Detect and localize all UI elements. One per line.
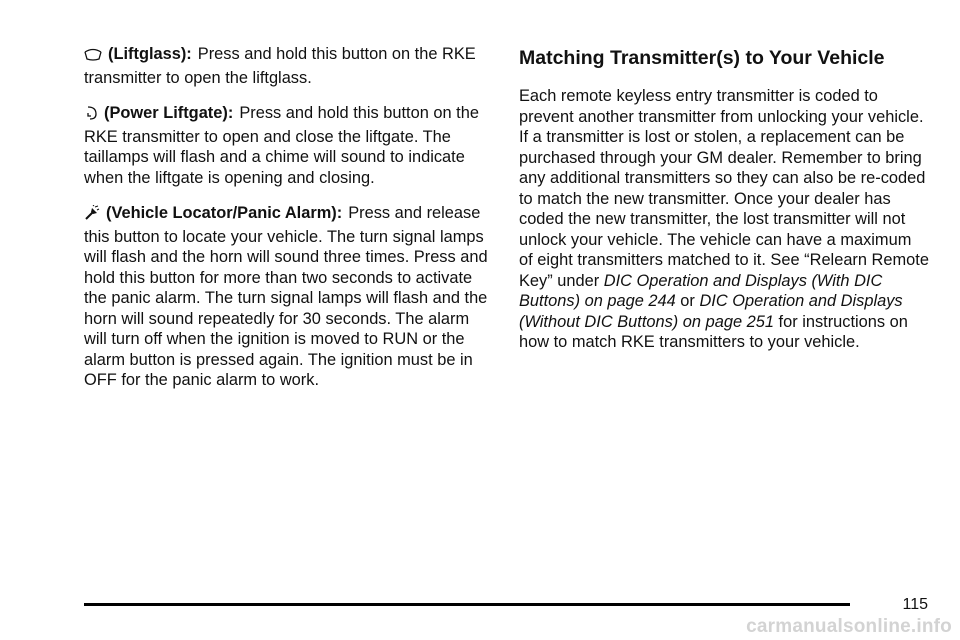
xref-without-dic-buttons[interactable]: DIC Operation and Displays (Without DIC Buttons) on page 251 [519,292,903,331]
page-number: 115 [902,596,928,613]
vehicle-locator-text: Press and release this button to locate your vehicle. The turn signal lamps will flash and the horn will sound three times. Press and hold this button for more than two seconds to activate the panic alarm. The turn signal lamps will flash and the horn will sound repeatedly for 30 seconds. The alarm will turn off when the ignition is moved to RUN or the alarm button is pressed again. The ignition must be in OFF for the panic alarm to work. [84,204,488,389]
xref-with-dic-buttons[interactable]: DIC Operation and Displays (With DIC Buttons) on page 244 [519,271,883,310]
power-liftgate-paragraph [84,103,492,188]
matching-text-part2: for instructions on how to match RKE transmitters to your vehicle. [519,312,908,351]
footer-rule [84,603,850,606]
matching-paragraph [519,86,929,353]
liftglass-icon [84,47,102,68]
right-column [519,44,929,368]
liftglass-paragraph [84,44,492,88]
power-liftgate-icon [84,105,98,127]
watermark: carmanualsonline.info [746,616,952,637]
power-liftgate-term: (Power Liftgate): [104,104,234,122]
horn-icon [84,205,100,227]
liftglass-text: Press and hold this button on the RKE transmitter to open the liftglass. [84,45,476,87]
matching-text-part1: Each remote keyless entry transmitter is coded to prevent another transmitter from unlocking your vehicle. If a transmitter is lost or stolen, a replacement can be purchased through your GM dealer. Remember to bring any additional transmitters so they can also be re-coded to match the new transmitter. Once your dealer has coded the new transmitter, the lost transmitter will not unlock your vehicle. The vehicle can have a maximum of eight transmitters matched to it. See “Relearn Remote Key” under [519,87,929,290]
section-heading: Matching Transmitter(s) to Your Vehicle [519,47,885,69]
connector-text: or [675,292,700,310]
power-liftgate-text: Press and hold this button on the RKE transmitter to open and close the liftgate. The taillamps will flash and a chime will sound to indicate when the liftgate is opening and closing. [84,104,479,187]
liftglass-term: (Liftglass): [108,45,192,63]
left-column [84,44,492,406]
vehicle-locator-paragraph [84,203,492,391]
vehicle-locator-term: (Vehicle Locator/Panic Alarm): [106,204,343,222]
